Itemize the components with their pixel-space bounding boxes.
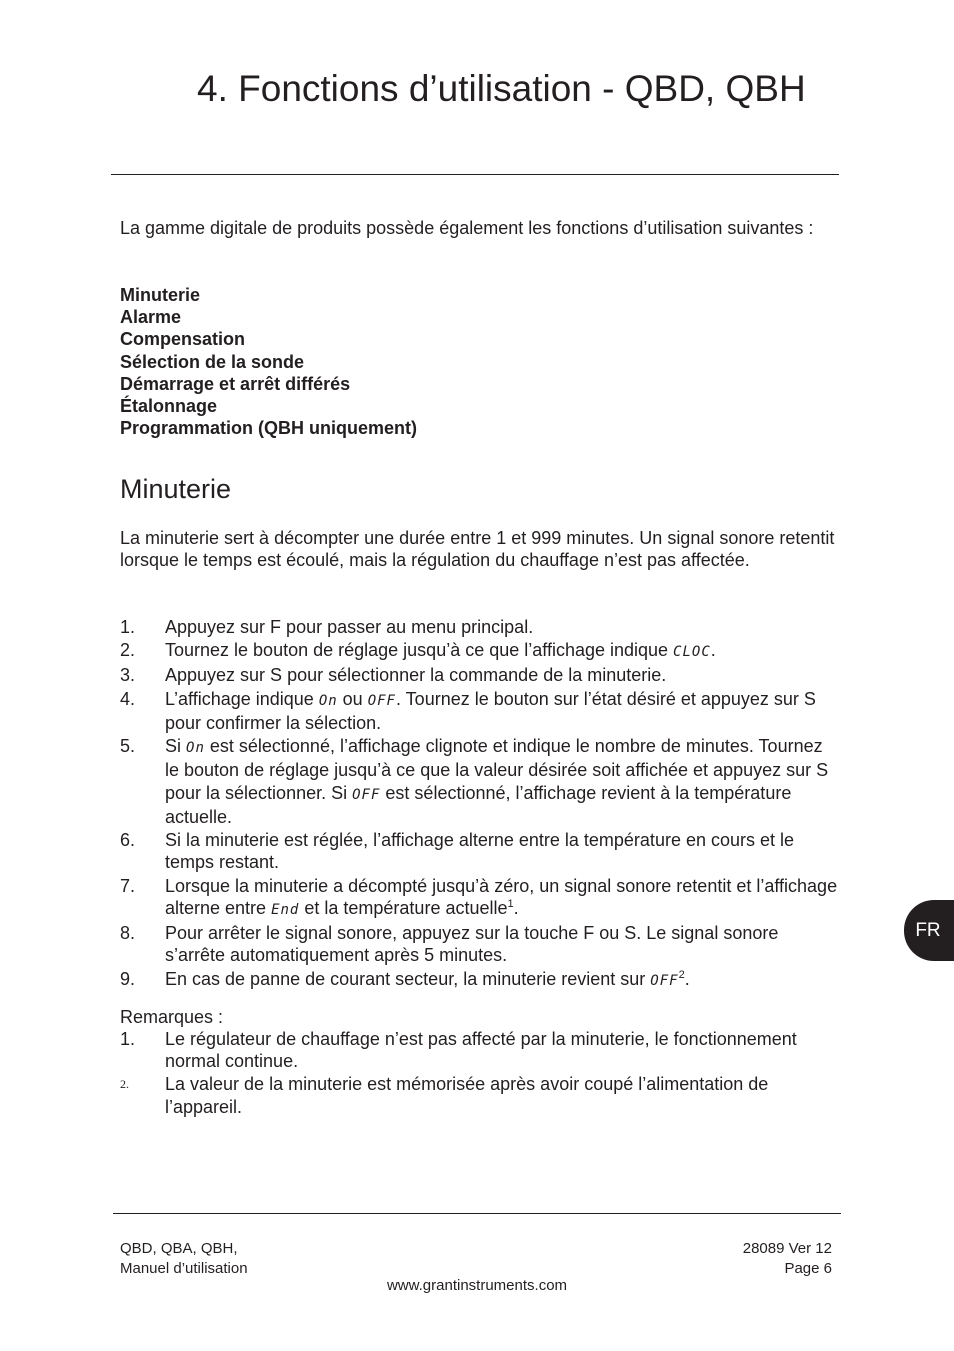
section-heading: Minuterie	[120, 474, 232, 504]
footer-left	[120, 1239, 248, 1278]
item-text: . Tournez le bouton sur l’état désiré et appuyez sur S pour confirmer la sélection.	[165, 688, 816, 733]
page-number: Page 6	[784, 1259, 832, 1277]
feature-item: Sélection de la sonde	[120, 351, 305, 372]
list-item	[120, 735, 840, 828]
page-title: 4. Fonctions d’utilisation - QBD, QBH	[197, 68, 806, 109]
item-number: 6.	[120, 830, 136, 851]
section-paragraph: La minuterie sert à décompter une durée entre 1 et 999 minutes. Un signal sonore retentit lorsque le temps est écoulé, mais la régulation du chauffage n’est pas affectée.	[120, 528, 835, 571]
item-text: .	[513, 897, 519, 918]
item-text: Appuyez sur F pour passer au menu principal.	[165, 617, 534, 637]
remarks-label: Remarques :	[120, 1007, 224, 1027]
feature-item: Compensation	[120, 329, 246, 350]
item-number: 4.	[120, 688, 136, 709]
steps-list	[120, 616, 840, 993]
language-tab: FR	[904, 900, 954, 961]
header-divider	[111, 174, 839, 175]
item-text: .	[710, 640, 716, 661]
feature-item: Étalonnage	[120, 395, 218, 416]
list-item	[120, 1073, 840, 1118]
list-item	[120, 922, 840, 967]
item-number: 1.	[120, 1029, 136, 1049]
item-number: 1.	[120, 617, 136, 637]
footer-website: www.grantinstruments.com	[386, 1277, 568, 1294]
footer-manual: Manuel d’utilisation	[120, 1259, 248, 1277]
item-text: est sélectionné, l’affichage revient à la température actuelle.	[165, 782, 792, 827]
item-text: La valeur de la minuterie est mémorisée après avoir coupé l’alimentation de l’appareil.	[165, 1074, 769, 1117]
footer-version: 28089 Ver 12	[742, 1240, 832, 1257]
item-text: Si la minuterie est réglée, l’affichage alterne entre la température en cours et le temps restant.	[165, 830, 795, 873]
item-number: 9.	[120, 968, 136, 989]
footnote-ref: 1	[507, 897, 514, 910]
list-item	[120, 875, 840, 922]
item-text: En cas de panne de courant secteur, la minuterie revient sur	[165, 968, 651, 989]
item-text: .	[684, 968, 690, 989]
lcd-off: OFF	[352, 786, 381, 803]
lcd-end: End	[271, 901, 300, 918]
footer-product: QBD, QBA, QBH,	[120, 1240, 238, 1257]
item-number: 2.	[120, 640, 136, 661]
item-text: Lorsque la minuterie a décompté jusqu’à zéro, un signal sonore retentit et l’affichage alterne entre	[165, 875, 838, 918]
item-text: Pour arrêter le signal sonore, appuyez sur la touche F ou S. Le signal sonore s’arrête automatiquement après 5 minutes.	[165, 923, 779, 966]
item-number: 8.	[120, 923, 136, 944]
feature-list	[120, 284, 417, 439]
lcd-cloc: CLOC	[673, 644, 711, 661]
item-text: L’affichage indique	[165, 688, 319, 709]
feature-item: Minuterie	[120, 285, 201, 305]
lcd-on: On	[318, 692, 338, 709]
list-item	[120, 1028, 840, 1073]
list-item	[120, 639, 840, 663]
feature-item: Alarme	[120, 307, 182, 328]
item-text: Si	[165, 736, 187, 757]
item-text: Tournez le bouton de réglage jusqu’à ce que l’affichage indique	[165, 640, 674, 661]
item-number: 2.	[120, 1077, 129, 1092]
lcd-off: OFF	[367, 692, 396, 709]
item-number: 7.	[120, 875, 136, 896]
feature-item: Démarrage et arrêt différés	[120, 373, 351, 394]
list-item	[120, 688, 840, 735]
remarks-list	[120, 1028, 840, 1119]
item-text: est sélectionné, l’affichage clignote et indique le nombre de minutes. Tournez le bouton de réglage jusqu’à ce que la valeur désirée soit affichée et appuyez sur S pour la sélectionner. Si	[165, 736, 829, 803]
item-number: 3.	[120, 665, 136, 686]
item-text: et la température actuelle	[299, 897, 508, 918]
list-item	[120, 616, 840, 638]
item-text: Le régulateur de chauffage n’est pas affecté par la minuterie, le fonctionnement normal continue.	[165, 1029, 797, 1072]
feature-item: Programmation (QBH uniquement)	[120, 418, 418, 439]
lcd-on: On	[186, 740, 205, 757]
list-item	[120, 664, 840, 686]
list-item	[120, 829, 840, 874]
footer-divider	[113, 1213, 841, 1214]
footnote-ref: 2	[678, 968, 685, 981]
list-item	[120, 968, 840, 992]
footer-right	[743, 1239, 832, 1278]
intro-paragraph: La gamme digitale de produits possède également les fonctions d’utilisation suivantes :	[120, 218, 814, 238]
item-text: Appuyez sur S pour sélectionner la commande de la minuterie.	[165, 665, 667, 686]
lcd-off: OFF	[650, 972, 679, 989]
item-number: 5.	[120, 736, 136, 757]
item-text: ou	[337, 688, 368, 709]
